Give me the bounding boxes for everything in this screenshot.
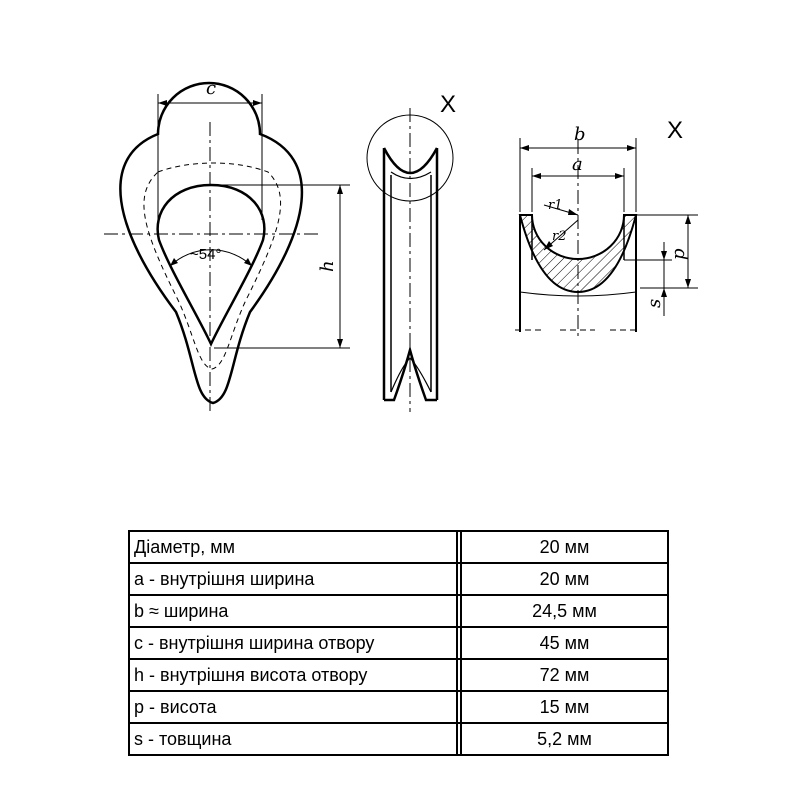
angle-arrow-left [170,258,178,266]
table-row [129,659,668,691]
r1-arrow [568,209,578,215]
dim-b-arrow-left [520,145,529,151]
dim-s-label: s [644,298,665,308]
table-row [129,595,668,627]
table-row [129,627,668,659]
table-row [129,691,668,723]
spec-table [128,530,669,756]
dim-a-label: a [572,154,583,175]
dim-h-arrow-bottom [337,339,343,348]
spec-label-cell: Діаметр, мм [129,531,457,563]
spec-value-cell: 72 мм [461,659,668,691]
dim-p-arrow-top [685,215,691,224]
detail-mark-1: X [440,91,457,118]
spec-label-cell: h - внутрішня висота отвору [129,659,457,691]
dim-s-arrow-bottom [661,288,667,297]
spec-value-cell: 5,2 мм [461,723,668,755]
spec-label-cell: b ≈ ширина [129,595,457,627]
dim-c-arrow-left [158,100,167,106]
angle-arrow-right [244,258,252,266]
dim-a-arrow-left [532,173,541,179]
side-bottom-v-inner [391,358,431,392]
spec-table-body [129,531,668,755]
thimble-groove-line [144,163,281,369]
dim-h-arrow-top [337,185,343,194]
table-row [129,563,668,595]
spec-value-cell: 24,5 мм [461,595,668,627]
spec-label-cell: a - внутрішня ширина [129,563,457,595]
spec-value-cell: 15 мм [461,691,668,723]
spec-label-cell: s - товщина [129,723,457,755]
thimble-outer-outline [120,83,302,403]
spec-value-cell: 45 мм [461,627,668,659]
dim-c-label: c [206,78,217,99]
r2-label: r2 [552,229,567,244]
dim-b-arrow-right [627,145,636,151]
angle-label: ~54° [190,246,222,263]
dim-p-label: p [668,248,689,260]
spec-label-cell: c - внутрішня ширина отвору [129,627,457,659]
side-view [367,91,456,412]
r1-label: r1 [548,198,563,213]
dim-b-label: b [574,124,586,145]
detail-mark-2: X [667,117,684,144]
table-row [129,531,668,563]
dim-c-arrow-right [253,100,262,106]
front-view [104,78,350,412]
spec-value-cell: 20 мм [461,531,668,563]
table-row [129,723,668,755]
detail-view-x [515,117,698,340]
dim-p-arrow-bottom [685,279,691,288]
dim-s-arrow-top [661,251,667,260]
dim-h-label: h [317,260,338,272]
spec-value-cell: 20 мм [461,563,668,595]
dim-a-arrow-right [615,173,624,179]
spec-label-cell: p - висота [129,691,457,723]
